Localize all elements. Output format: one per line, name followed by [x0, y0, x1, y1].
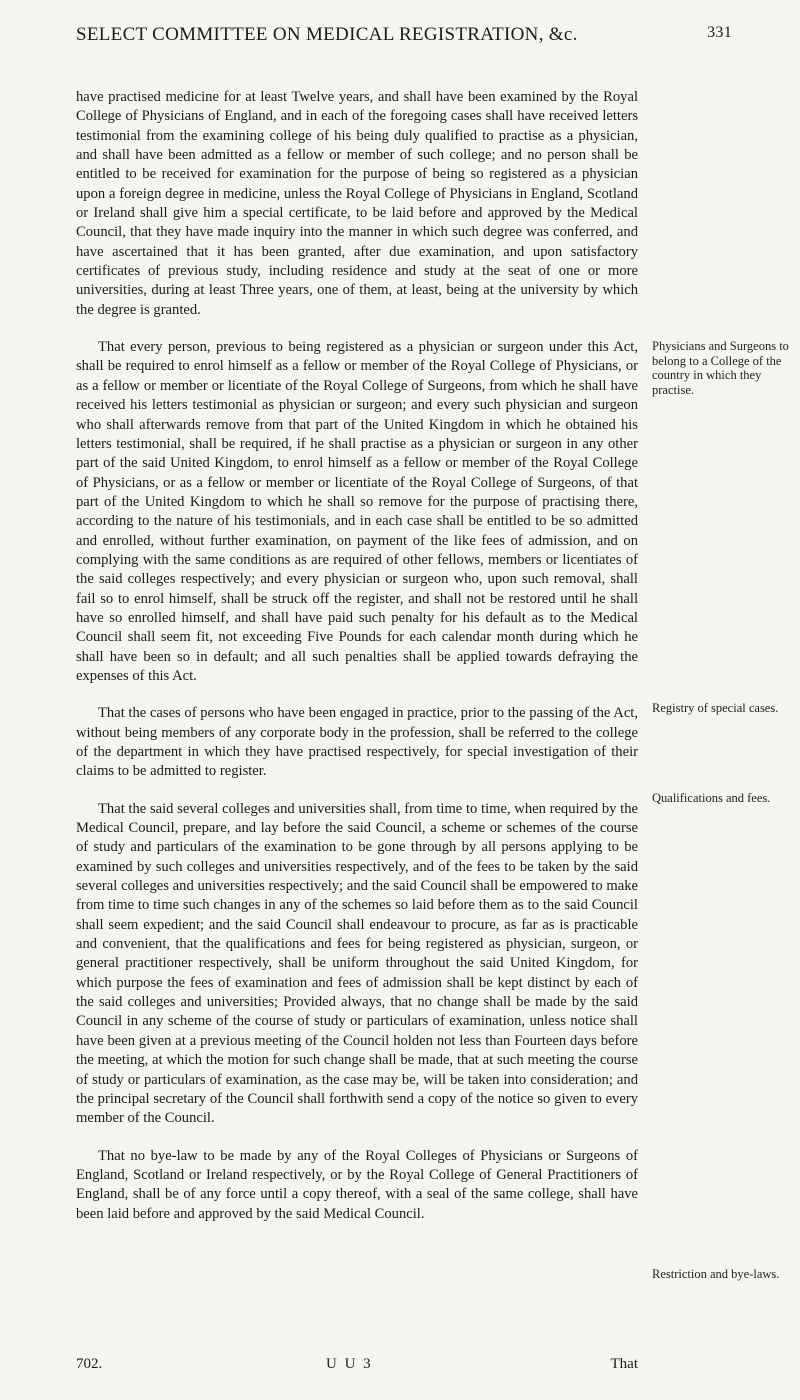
running-title: SELECT COMMITTEE ON MEDICAL REGISTRATION, &c.	[76, 24, 578, 45]
paragraph-qualifications: That the said several colleges and universities shall, from time to time, when required by the Medical Council, prepare, and lay before the said Council, a scheme or schemes of the course of study and particulars of the examination to be gone through by all persons applying to be examined by such colleges and universities respectively, and of the fees to be taken by the said several colleges and universities respectively; and the said Council shall be empowered to make from time to time such changes in any of the schemes so laid before them as to the said Council shall seem expedient; and the said Council shall endeavour to procure, as far as is practicable and convenient, that the qualifications and fees for being registered as physician, surgeon, or general practitioner respectively, shall be uniform throughout the said United Kingdom, for which purpose the fees of examination and fees of admission shall be kept distinct by each of the said colleges and universities; Provided always, that no change shall be made by the said Council in any scheme of the course of study or particulars of examination, unless notice shall have been given at a previous meeting of the Council holden not less than Fourteen days before the meeting, at which the motion for such change shall be made, that at such meeting the course of study or particulars of examination, as the case may be, will be taken into consideration; and the principal secretary of the Council shall forthwith send a copy of the notice so given to every member of the Council.	[76, 800, 638, 1127]
margin-note-registry: Registry of special cases.	[652, 701, 779, 715]
paragraph-enrolment: That every person, previous to being registered as a physician or surgeon under this Act, shall be required to enrol himself as a fellow or member of the Royal College of Physicians, or as a fellow or member or licentiate of the Royal College of Surgeons, from which he shall have received his letters testimonial as physician or surgeon; and every such physician and surgeon who shall afterwards remove from that part of the United Kingdom in which he obtained his letters testimonial, shall be required, if he shall practise as a physician or surgeon in any other part of the said United Kingdom, to enrol himself as a fellow or member of the Royal College of Physicians, or as a fellow or member or licentiate of the Royal College of Surgeons, of that part of the United Kingdom to which he shall so remove for the purpose of practising there, according to the nature of his testimonials, and in each case shall be entitled to be so admitted and enrolled, without further examination, on payment of the like fees of admission, and on complying with the same conditions as are required of other fellows, members or licentiates of the said colleges respectively; and every physician or surgeon who, upon such removal, shall fail so to enrol himself, shall be struck off the register, and shall not be restored until he shall have so enrolled himself, and shall have paid such penalty for his default as to the Medical Council shall seem fit, not exceeding Five Pounds for each calendar month during which he shall have been so in default; and all such penalties shall be applied towards defraying the expenses of this Act.	[76, 339, 638, 684]
margin-note-physicians-surgeons: Physicians and Surgeons to belong to a College of the country in which they practise.	[652, 339, 789, 397]
margin-note-restriction: Restriction and bye-laws.	[652, 1267, 780, 1281]
margin-note-qualifications: Qualifications and fees.	[652, 791, 771, 805]
page-number: 331	[707, 24, 732, 41]
print-code: 702.	[76, 1356, 103, 1372]
paragraph-special-cases: That the cases of persons who have been engaged in practice, prior to the passing of the Act, without being members of any corporate body in the profession, shall be referred to the college of the department in which they have practised respectively, for special investigation of their claims to be admitted to register.	[76, 705, 638, 780]
catchword: That	[610, 1356, 638, 1372]
body-text	[76, 88, 638, 1224]
signature-mark: U U 3	[326, 1356, 373, 1372]
paragraph-bye-laws: That no bye-law to be made by any of the Royal Colleges of Physicians or Surgeons of England, Scotland or Ireland respectively, or by the Royal College of General Practitioners of England, shall be of any force until a copy thereof, with a seal of the same college, shall have been laid before and approved by the said Medical Council.	[76, 1147, 638, 1222]
paragraph-continued: have practised medicine for at least Twelve years, and shall have been examined by the Royal College of Physicians of England, and in each of the foregoing cases shall have received letters testimonial from the examining college of his being duly qualified to practise as a physician, and shall have been admitted as a fellow or member of such college; and no person shall be entitled to be received for examination for the purpose of being so registered as a physician upon a foreign degree in medicine, unless the Royal College of Physicians in England, Scotland or Ireland shall give him a special certificate, to be laid before and approved by the Medical Council, that they have made inquiry into the manner in which such degree was conferred, and have ascertained that it has been granted, after due examination, and upon satisfactory certificates of previous study, including residence and study at the seat of one or more universities, during at least Three years, one of them, at least, being at the university by which the degree is granted.	[76, 89, 638, 318]
